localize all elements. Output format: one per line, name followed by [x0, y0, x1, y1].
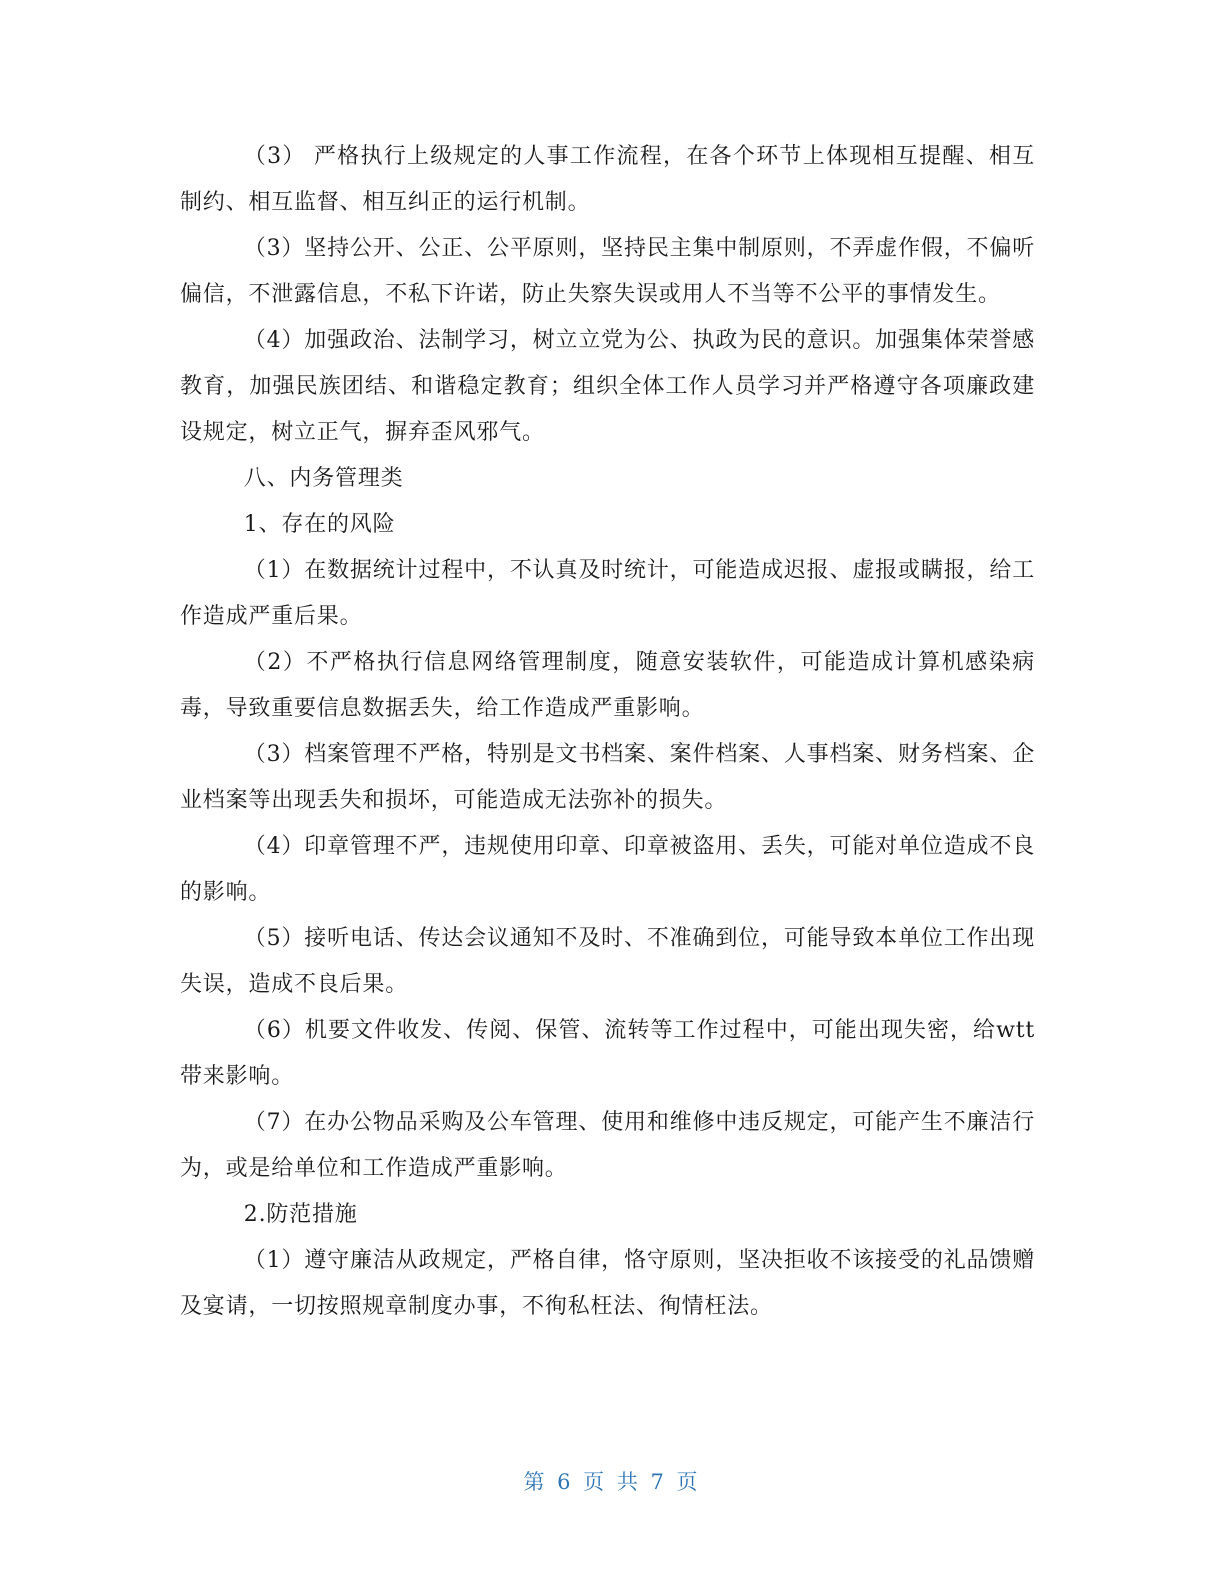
paragraph: （2）不严格执行信息网络管理制度，随意安装软件，可能造成计算机感染病毒，导致重要信息数据丢失，给工作造成严重影响。 — [180, 650, 1035, 721]
paragraph: （6）机要文件收发、传阅、保管、流转等工作过程中，可能出现失密，给wtt 带来影响。 — [180, 1018, 1035, 1089]
paragraph: （1）遵守廉洁从政规定，严格自律，恪守原则，坚决拒收不该接受的礼品馈赠及宴请，一切按照规章制度办事，不徇私枉法、徇情枉法。 — [180, 1248, 1035, 1319]
paragraph: （5）接听电话、传达会议通知不及时、不准确到位，可能导致本单位工作出现失误，造成不良后果。 — [180, 926, 1035, 997]
paragraph: （7）在办公物品采购及公车管理、使用和维修中违反规定，可能产生不廉洁行为，或是给单位和工作造成严重影响。 — [180, 1110, 1035, 1181]
paragraph: （4）印章管理不严，违规使用印章、印章被盗用、丢失，可能对单位造成不良的影响。 — [180, 834, 1035, 905]
page-number-footer: 第 6 页 共 7 页 — [523, 1470, 701, 1494]
paragraph: （3）坚持公开、公正、公平原则，坚持民主集中制原则，不弄虚作假，不偏听偏信，不泄露信息，不私下许诺，防止失察失误或用人不当等不公平的事情发生。 — [180, 236, 1035, 307]
paragraph: （4）加强政治、法制学习，树立立党为公、执政为民的意识。加强集体荣誉感教育，加强民族团结、和谐稳定教育；组织全体工作人员学习并严格遵守各项廉政建设规定，树立正气，摒弃歪风邪气。 — [180, 328, 1035, 445]
document-body — [180, 134, 1035, 1330]
subsection-heading: 1、存在的风险 — [243, 512, 396, 537]
paragraph: （3）档案管理不严格，特别是文书档案、案件档案、人事档案、财务档案、企业档案等出现丢失和损坏，可能造成无法弥补的损失。 — [180, 742, 1035, 813]
section-heading: 八、内务管理类 — [243, 466, 404, 491]
subsection-heading: 2.防范措施 — [243, 1202, 358, 1227]
paragraph: （1）在数据统计过程中，不认真及时统计，可能造成迟报、虚报或瞒报，给工作造成严重后果。 — [180, 558, 1035, 629]
paragraph: （3） 严格执行上级规定的人事工作流程，在各个环节上体现相互提醒、相互制约、相互监督、相互纠正的运行机制。 — [180, 144, 1035, 215]
